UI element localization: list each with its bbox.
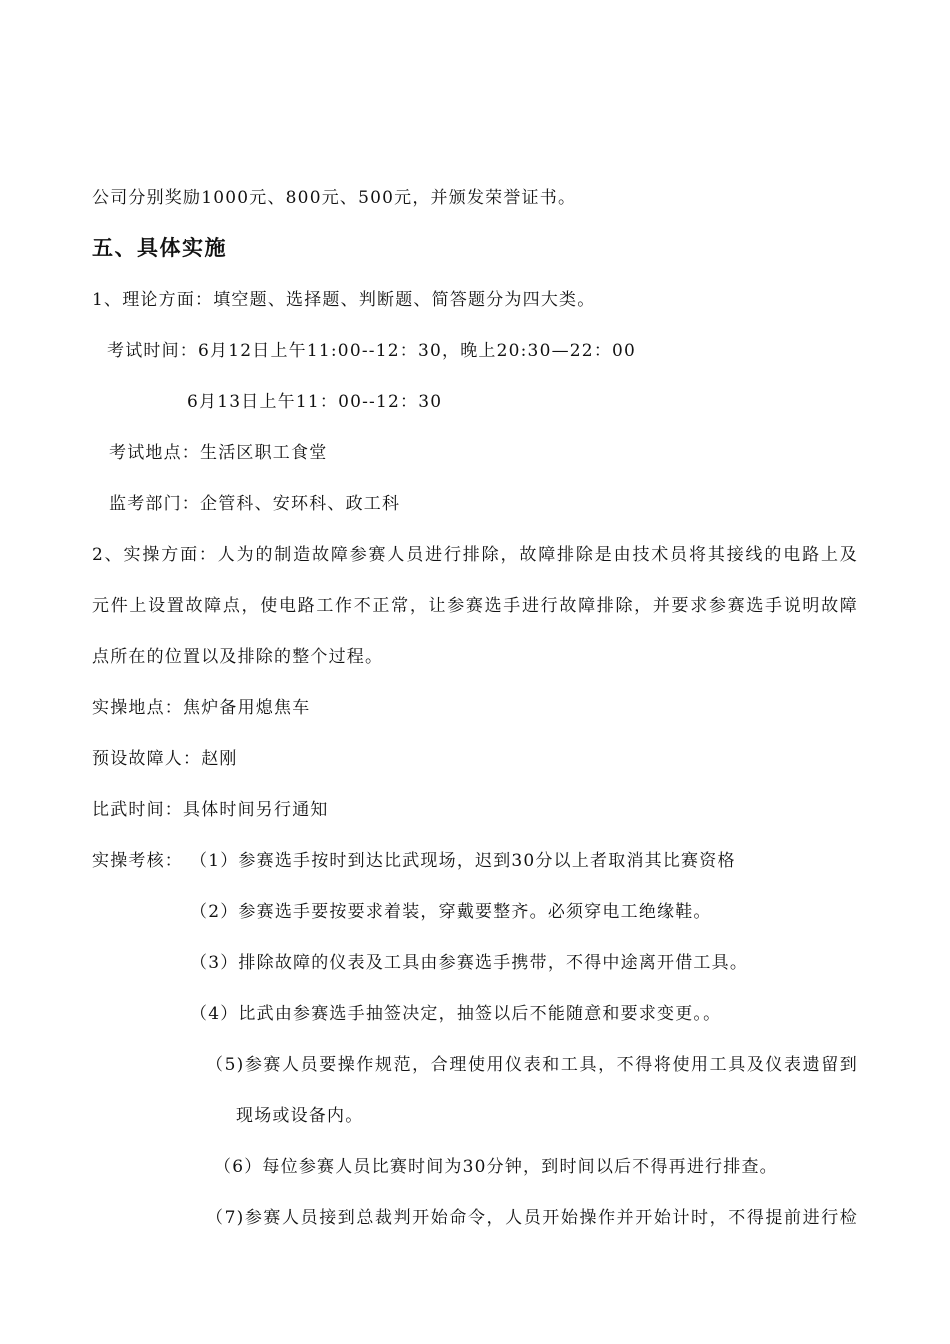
rule-item-5: （5)参赛人员要操作规范，合理使用仪表和工具，不得将使用工具及仪表遗留到 [206, 1055, 858, 1075]
rule-item-3: （3）排除故障的仪表及工具由参赛选手携带，不得中途离开借工具。 [190, 953, 749, 973]
rule-item-4: （4）比武由参赛选手抽签决定，抽签以后不能随意和要求变更。。 [190, 1004, 722, 1024]
rule-item-1: （1）参赛选手按时到达比武现场，迟到30分以上者取消其比赛资格 [190, 851, 736, 871]
exam-proctor: 监考部门：企管科、安环科、政工科 [109, 494, 401, 514]
preset-fault-person: 预设故障人：赵刚 [92, 749, 238, 769]
theory-intro: 1、理论方面：填空题、选择题、判断题、简答题分为四大类。 [92, 290, 596, 310]
practice-intro-line-3: 点所在的位置以及排除的整个过程。 [92, 647, 384, 667]
exam-time-2: 6月13日上午11：00--12：30 [187, 392, 443, 412]
exam-time-1: 考试时间：6月12日上午11:00--12：30，晚上20:30—22：00 [107, 341, 637, 361]
rule-item-6: （6）每位参赛人员比赛时间为30分钟，到时间以后不得再进行排查。 [214, 1157, 778, 1177]
rule-item-2: （2）参赛选手要按要求着装，穿戴要整齐。必须穿电工绝缘鞋。 [190, 902, 712, 922]
practice-intro-line-1: 2、实操方面：人为的制造故障参赛人员进行排除，故障排除是由技术员将其接线的电路上及 [92, 545, 858, 565]
practice-location: 实操地点：焦炉备用熄焦车 [92, 698, 311, 718]
rule-item-5-continued: 现场或设备内。 [236, 1106, 364, 1126]
exam-location: 考试地点：生活区职工食堂 [109, 443, 328, 463]
rule-item-7: （7)参赛人员接到总裁判开始命令，人员开始操作并开始计时，不得提前进行检 [206, 1208, 858, 1228]
practice-intro-line-2: 元件上设置故障点，使电路工作不正常，让参赛选手进行故障排除，并要求参赛选手说明故障 [92, 596, 858, 616]
reward-line: 公司分别奖励1000元、800元、500元，并颁发荣誉证书。 [92, 188, 577, 208]
competition-time: 比武时间：具体时间另行通知 [92, 800, 329, 820]
assessment-label: 实操考核： [92, 851, 183, 871]
section-title: 五、具体实施 [92, 236, 227, 260]
